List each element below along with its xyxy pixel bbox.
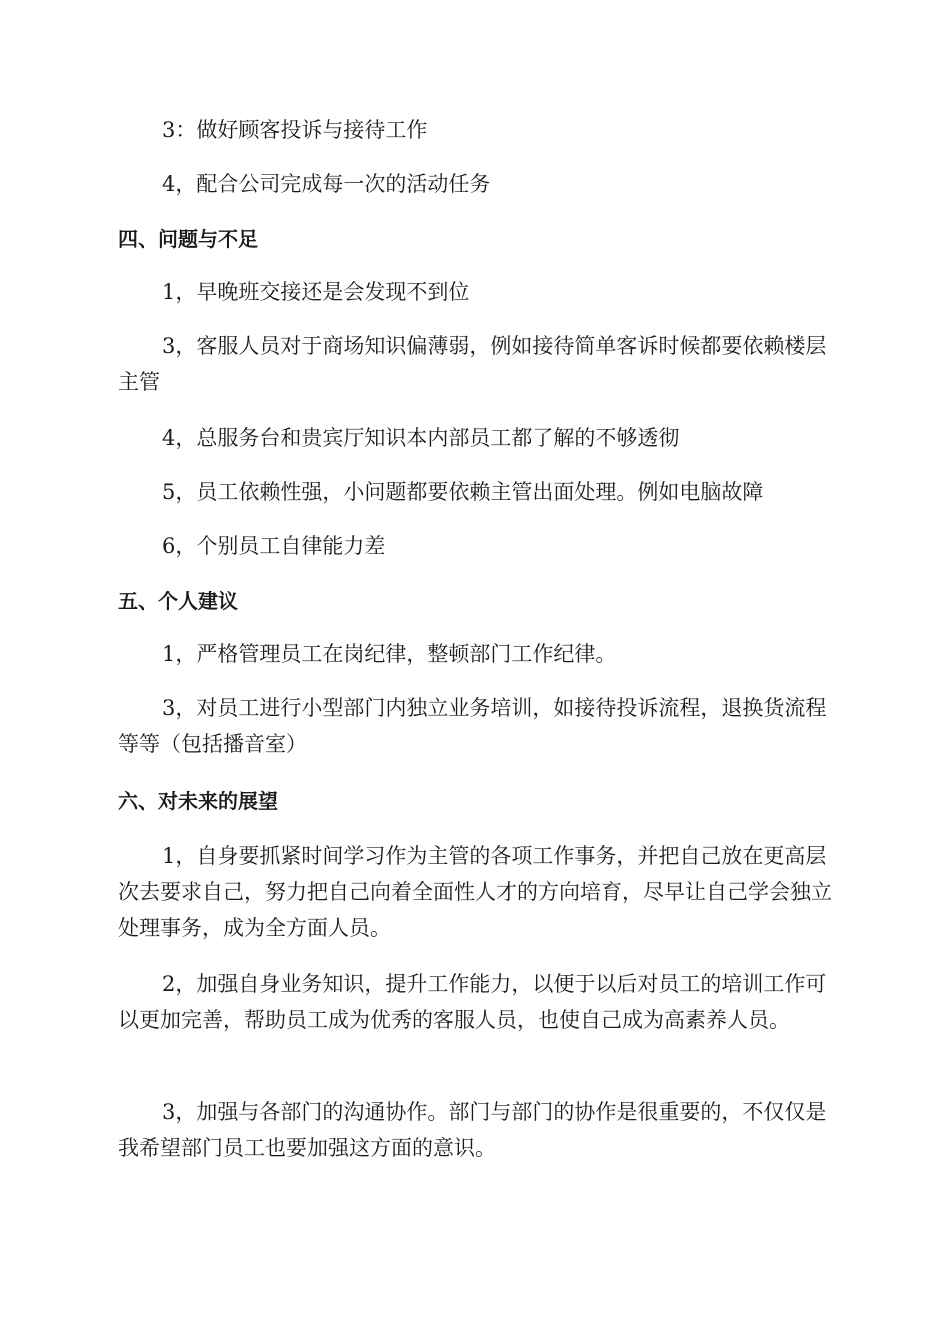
paragraph: 2，加强自身业务知识，提升工作能力，以便于以后对员工的培训工作可以更加完善，帮助员工成为优秀的客服人员，也使自己成为高素养人员。 (118, 972, 827, 1032)
paragraph: 3，对员工进行小型部门内独立业务培训，如接待投诉流程，退换货流程等等（包括播音室） (118, 696, 827, 756)
paragraph: 1，早晚班交接还是会发现不到位 (162, 280, 470, 304)
paragraph: 4，总服务台和贵宾厅知识本内部员工都了解的不够透彻 (162, 426, 680, 450)
paragraph: 1，自身要抓紧时间学习作为主管的各项工作事务，并把自己放在更高层次去要求自己，努力把自己向着全面性人才的方向培育，尽早让自己学会独立处理事务，成为全方面人员。 (118, 844, 832, 940)
paragraph: 3，加强与各部门的沟通协作。部门与部门的协作是很重要的，不仅仅是我希望部门员工也要加强这方面的意识。 (118, 1100, 827, 1160)
paragraph: 4，配合公司完成每一次的活动任务 (162, 172, 491, 196)
section-heading: 四、问题与不足 (118, 227, 258, 251)
paragraph: 5，员工依赖性强，小问题都要依赖主管出面处理。例如电脑故障 (162, 480, 764, 504)
section-heading: 六、对未来的展望 (118, 789, 278, 813)
paragraph: 3：做好顾客投诉与接待工作 (162, 118, 428, 142)
section-heading: 五、个人建议 (118, 589, 238, 613)
paragraph: 6，个别员工自律能力差 (162, 534, 386, 558)
paragraph: 1，严格管理员工在岗纪律，整顿部门工作纪律。 (162, 642, 617, 666)
paragraph: 3，客服人员对于商场知识偏薄弱，例如接待简单客诉时候都要依赖楼层主管 (118, 334, 827, 394)
